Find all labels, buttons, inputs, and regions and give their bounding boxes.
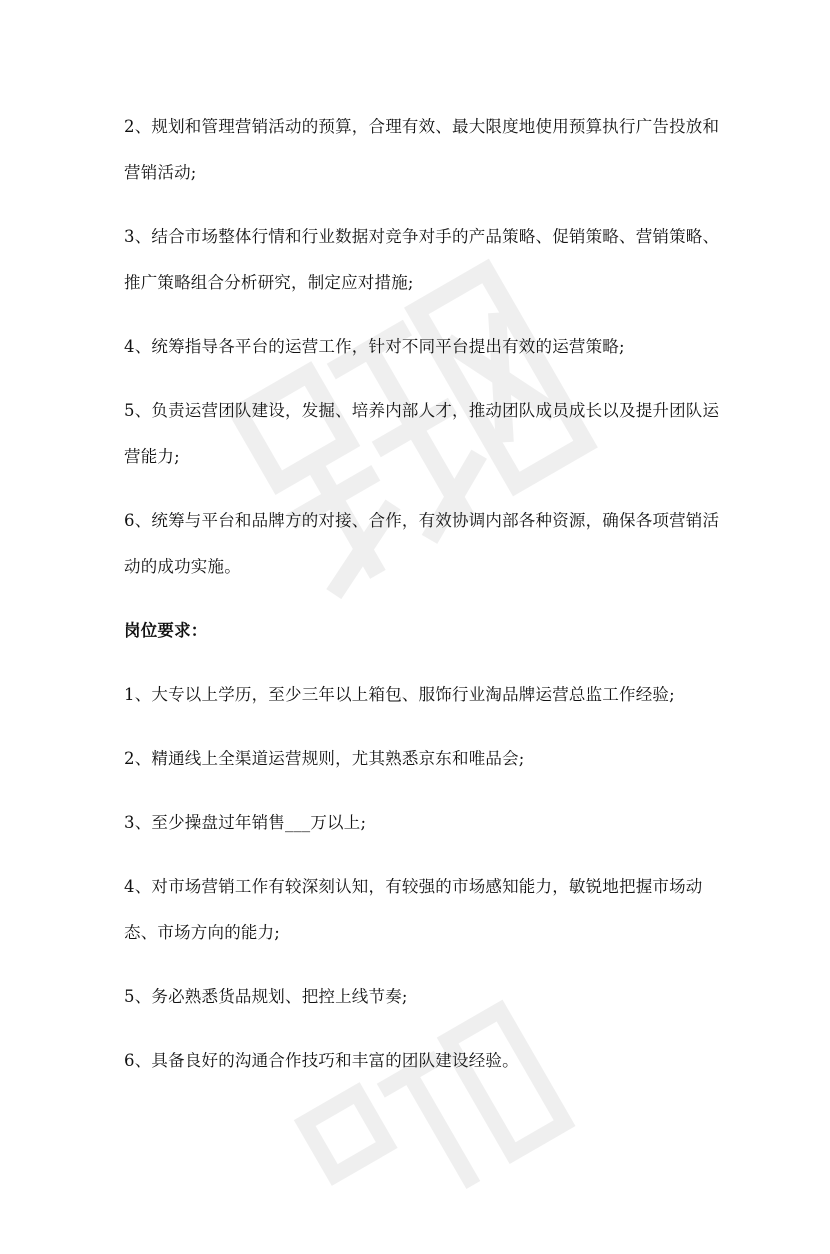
requirements-heading: 岗位要求： xyxy=(124,621,208,640)
requirement-item: 2、精通线上全渠道运营规则，尤其熟悉京东和唯品会; xyxy=(124,749,525,768)
requirement-item: 3、至少操盘过年销售___万以上; xyxy=(124,813,367,832)
duty-item: 4、统筹指导各平台的运营工作，针对不同平台提出有效的运营策略; xyxy=(124,337,625,356)
duty-item: 6、统筹与平台和品牌方的对接、合作，有效协调内部各种资源，确保各项营销活动的成功实施。 xyxy=(124,511,720,576)
requirement-item: 4、对市场营销工作有较深刻认知，有较强的市场感知能力，敏锐地把握市场动态、市场方向的能力; xyxy=(124,877,703,942)
duty-item: 3、结合市场整体行情和行业数据对竞争对手的产品策略、促销策略、营销策略、推广策略组合分析研究，制定应对措施; xyxy=(124,227,720,292)
duty-item: 5、负责运营团队建设，发掘、培养内部人才，推动团队成员成长以及提升团队运营能力; xyxy=(124,401,720,466)
requirement-item: 1、大专以上学历，至少三年以上箱包、服饰行业淘品牌运营总监工作经验; xyxy=(124,685,675,704)
document-body xyxy=(124,104,724,1102)
requirement-item: 6、具备良好的沟通合作技巧和丰富的团队建设经验。 xyxy=(124,1051,519,1070)
duty-item: 2、规划和管理营销活动的预算，合理有效、最大限度地使用预算执行广告投放和营销活动; xyxy=(124,117,720,182)
requirement-item: 5、务必熟悉货品规划、把控上线节奏; xyxy=(124,987,408,1006)
